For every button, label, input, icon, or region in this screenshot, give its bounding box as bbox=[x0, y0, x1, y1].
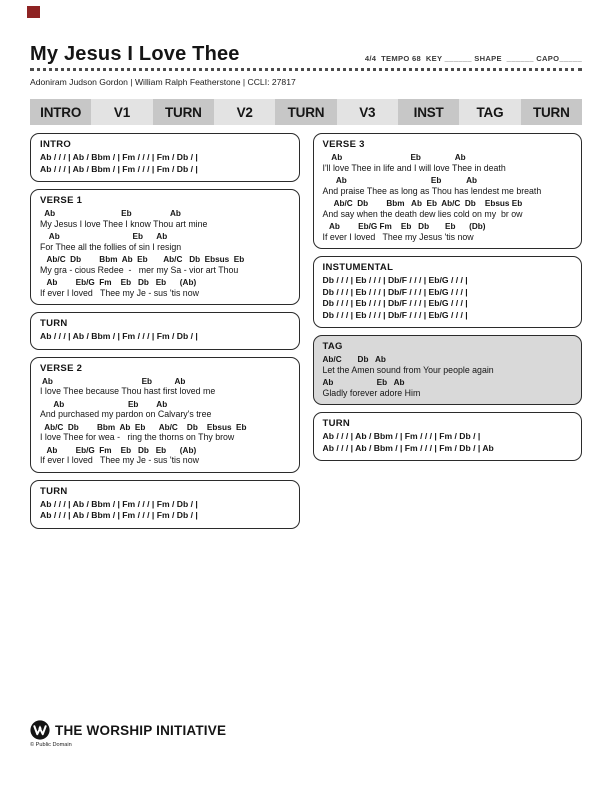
lyric-line: If ever I loved Thee my Je - sus 'tis now bbox=[40, 287, 199, 298]
lyric-chord-pair bbox=[40, 377, 290, 397]
page-header bbox=[30, 0, 582, 64]
chord-line: Ab Eb Ab bbox=[40, 209, 181, 218]
section-intro bbox=[30, 133, 300, 182]
chord-bar-line: Db / / / | Eb / / / | Db/F / / / | Eb/G / / / | bbox=[322, 309, 468, 320]
chord-bar-line: Db / / / | Eb / / / | Db/F / / / | Eb/G / / / | bbox=[322, 298, 468, 308]
chart-columns bbox=[30, 133, 582, 529]
chord-bar-line: Ab / / / | Ab / Bbm / | Fm / / / | Fm / Db / | bbox=[40, 510, 198, 520]
lyric-line: I'll love Thee in life and I will love Thee in death bbox=[322, 162, 506, 173]
section-title: VERSE 1 bbox=[40, 195, 83, 206]
lyric-line: I love Thee because Thou hast first loved me bbox=[40, 386, 216, 396]
lyric-chord-pair bbox=[323, 355, 573, 375]
section-title: VERSE 2 bbox=[40, 362, 83, 374]
lyric-line: Let the Amen sound from Your people again bbox=[322, 364, 494, 375]
section-tag bbox=[313, 335, 583, 405]
lyric-chord-pair bbox=[40, 255, 290, 275]
section-title: TURN bbox=[40, 318, 68, 329]
page-footer bbox=[30, 720, 226, 748]
lyric-line: If ever I loved Thee my Je - sus 'tis now bbox=[40, 455, 199, 465]
worship-initiative-logo-icon bbox=[30, 720, 50, 740]
red-square-marker bbox=[27, 6, 40, 18]
section-verse-2 bbox=[30, 357, 300, 473]
chord-bar-line: Ab / / / | Ab / Bbm / | Fm / / / | Fm / Db / | bbox=[40, 152, 198, 162]
nav-v3-5: V3 bbox=[337, 99, 398, 125]
lyric-line: For Thee all the follies of sin I resign bbox=[40, 241, 182, 252]
section-title: VERSE 3 bbox=[322, 139, 365, 150]
lyric-line: My Jesus I love Thee I know Thou art mine bbox=[40, 218, 208, 229]
left-column bbox=[30, 133, 300, 529]
page-title: My Jesus I Love Thee bbox=[30, 43, 240, 65]
lyric-chord-pair bbox=[323, 176, 573, 196]
nav-intro-0: INTRO bbox=[30, 99, 91, 125]
section-instumental bbox=[313, 256, 583, 328]
chord-bar-line: Ab / / / | Ab / Bbm / | Fm / / / | Fm / Db / | bbox=[40, 498, 198, 509]
section-title: TURN bbox=[322, 418, 351, 429]
brand-name: THE WORSHIP INITIATIVE bbox=[55, 722, 227, 738]
lyric-chord-pair bbox=[323, 378, 573, 398]
section-title: TURN bbox=[40, 485, 68, 497]
lyric-line: If ever I loved Thee my Jesus 'tis now bbox=[322, 231, 474, 242]
dotted-divider bbox=[30, 68, 582, 71]
nav-v1-1: V1 bbox=[91, 99, 152, 125]
chord-bar-line: Db / / / | Eb / / / | Db/F / / / | Eb/G / / / | bbox=[322, 275, 468, 285]
lyric-chord-pair bbox=[40, 423, 290, 443]
tempo-key-meta: 4/4 TEMPO 68 KEY ______ SHAPE ______ CAPO_____ bbox=[364, 54, 582, 63]
chord-line: Ab/C Db Bbm Ab Eb Ab/C Db Ebsus Eb bbox=[322, 199, 523, 208]
chord-bar-line: Ab / / / | Ab / Bbm / | Fm / / / | Fm / Db / | bbox=[40, 163, 198, 174]
chord-line: Ab Eb Ab bbox=[322, 176, 478, 185]
section-title: TAG bbox=[322, 341, 343, 352]
lyric-line: And praise Thee as long as Thou has lendest me breath bbox=[322, 185, 542, 196]
section-verse-1 bbox=[30, 189, 300, 305]
chord-line: Ab Eb Ab bbox=[40, 399, 168, 409]
lyric-line: I love Thee for wea - ring the thorns on Thy brow bbox=[40, 432, 235, 442]
lyric-line: Gladly forever adore Him bbox=[322, 387, 421, 398]
authors-ccli-line: Adoniram Judson Gordon | William Ralph Featherstone | CCLI: 27817 bbox=[30, 77, 296, 87]
section-title: INSTUMENTAL bbox=[322, 262, 394, 273]
lyric-chord-pair bbox=[40, 232, 290, 252]
chord-bar-line: Ab / / / | Ab / Bbm / | Fm / / / | Fm / Db / | bbox=[40, 331, 198, 341]
lyric-chord-pair bbox=[323, 199, 573, 219]
chord-line: Ab Eb/G Fm Eb Db Eb (Ab) bbox=[40, 445, 197, 455]
section-verse-3 bbox=[313, 133, 583, 249]
lyric-chord-pair bbox=[40, 209, 290, 229]
nav-turn-8: TURN bbox=[521, 99, 582, 125]
chord-line: Ab Eb/G Fm Eb Db Eb (Ab) bbox=[40, 278, 197, 287]
section-turn bbox=[30, 480, 300, 529]
chord-bar-line: Ab / / / | Ab / Bbm / | Fm / / / | Fm / Db / | bbox=[322, 431, 481, 441]
lyric-line: And say when the death dew lies cold on my br ow bbox=[322, 208, 523, 219]
lyric-line: My gra - cious Redee - mer my Sa - vior art Thou bbox=[40, 264, 239, 275]
section-turn bbox=[313, 412, 583, 461]
nav-turn-2: TURN bbox=[153, 99, 214, 125]
chord-bar-line: Db / / / | Eb / / / | Db/F / / / | Eb/G / / / | bbox=[322, 286, 468, 297]
chord-line: Ab Eb Ab bbox=[322, 378, 405, 387]
section-title: INTRO bbox=[40, 139, 72, 150]
copyright-line: © Public Domain bbox=[30, 742, 72, 748]
nav-turn-4: TURN bbox=[275, 99, 336, 125]
chord-line: Ab Eb Ab bbox=[40, 232, 168, 241]
nav-v2-3: V2 bbox=[214, 99, 275, 125]
chord-line: Ab Eb Ab bbox=[322, 153, 466, 162]
lyric-line: And purchased my pardon on Calvary's tree bbox=[40, 409, 212, 419]
chord-line: Ab/C Db Ab bbox=[322, 355, 386, 364]
chord-bar-line: Ab / / / | Ab / Bbm / | Fm / / / | Fm / Db / | Ab bbox=[322, 442, 494, 453]
arrangement-navbar bbox=[30, 99, 582, 125]
lyric-chord-pair bbox=[40, 400, 290, 420]
section-turn bbox=[30, 312, 300, 350]
nav-inst-6: INST bbox=[398, 99, 459, 125]
chord-line: Ab Eb Ab bbox=[40, 376, 186, 386]
lyric-chord-pair bbox=[323, 153, 573, 173]
lyric-chord-pair bbox=[323, 222, 573, 242]
chord-line: Ab/C Db Bbm Ab Eb Ab/C Db Ebsus Eb bbox=[40, 255, 245, 264]
lyric-chord-pair bbox=[40, 446, 290, 466]
chord-line: Ab/C Db Bbm Ab Eb Ab/C Db Ebsus Eb bbox=[40, 422, 247, 432]
nav-tag-7: TAG bbox=[459, 99, 520, 125]
chord-line: Ab Eb/G Fm Eb Db Eb (Db) bbox=[322, 222, 486, 231]
lyric-chord-pair bbox=[40, 278, 290, 298]
right-column bbox=[313, 133, 583, 529]
